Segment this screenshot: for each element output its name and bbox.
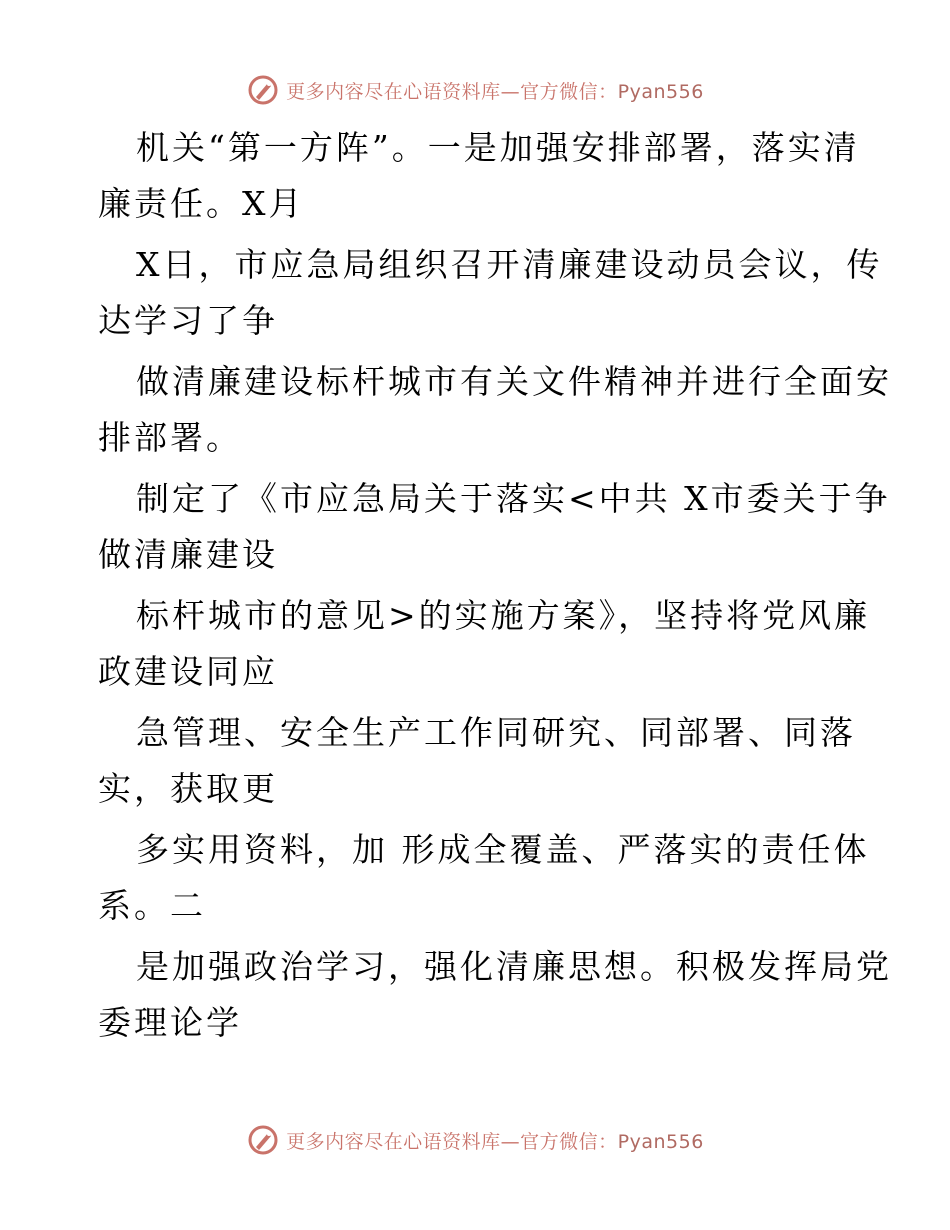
header-watermark: [0, 70, 950, 110]
text-line: 做清廉建设标杆城市有关文件精神并进行全面安: [136, 362, 892, 401]
text-line: 实，获取更: [98, 769, 278, 808]
pen-nib-circle-icon: [246, 1123, 280, 1157]
text-line: 是加强政治学习，强化清廉思想。积极发挥局党: [136, 947, 892, 986]
text-line: 排部署。: [98, 418, 242, 457]
text-line: 多实用资料，加 形成全覆盖、严落实的责任体: [136, 830, 870, 869]
text-line: 做清廉建设: [98, 535, 278, 574]
watermark-text: 更多内容尽在心语资料库—官方微信：Pyan556: [286, 80, 704, 103]
text-line: 达学习了争: [98, 301, 278, 340]
text-line: 系。二: [98, 886, 206, 925]
text-line: 廉责任。X月: [98, 184, 305, 223]
text-line: 制定了《市应急局关于落实<中共 X市委关于争: [136, 479, 891, 518]
text-line: 机关“第一方阵”。一是加强安排部署，落实清: [136, 128, 860, 167]
footer-watermark: [0, 1120, 950, 1160]
text-line: X日，市应急局组织召开清廉建设动员会议，传: [136, 245, 883, 284]
text-line: 政建设同应: [98, 652, 278, 691]
text-line: 委理论学: [98, 1003, 242, 1042]
watermark-text: 更多内容尽在心语资料库—官方微信：Pyan556: [286, 1130, 704, 1153]
pen-nib-circle-icon: [246, 73, 280, 107]
text-line: 急管理、安全生产工作同研究、同部署、同落: [136, 713, 856, 752]
text-line: 标杆城市的意见>的实施方案》，坚持将党风廉: [136, 596, 871, 635]
